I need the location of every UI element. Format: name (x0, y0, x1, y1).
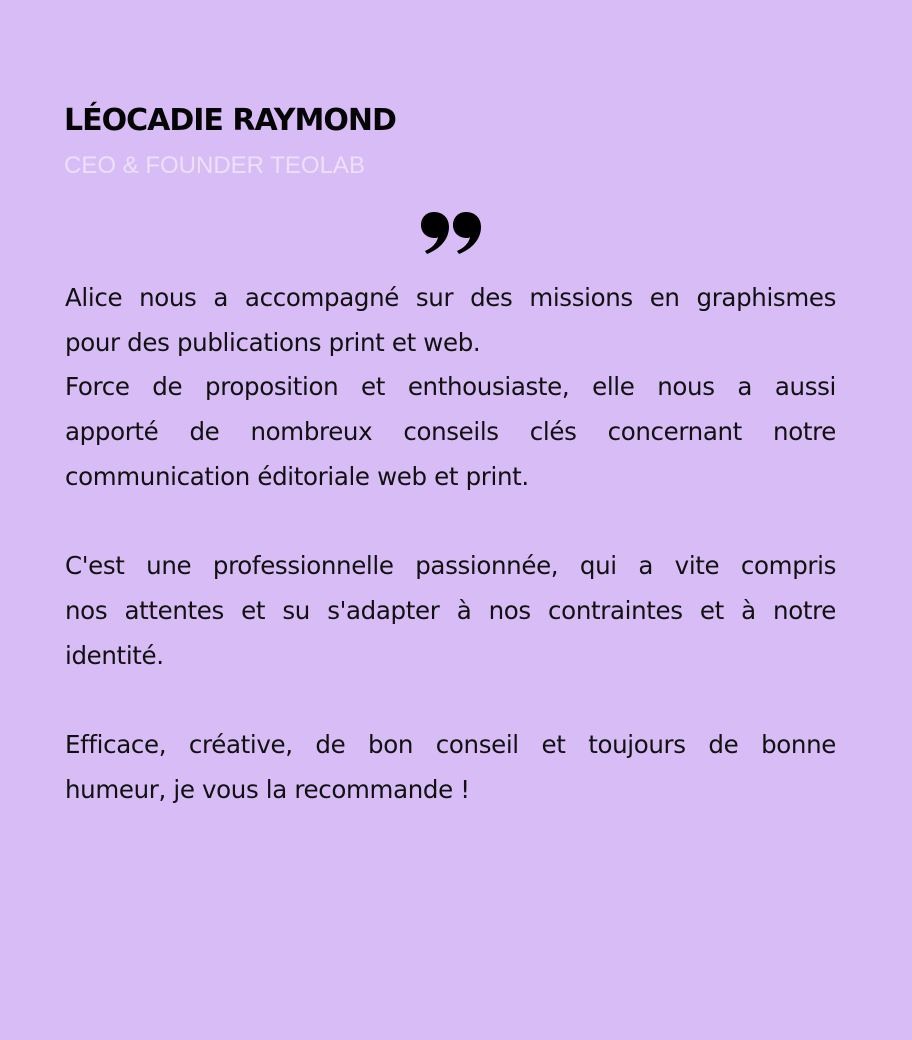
quote-mark-right (453, 212, 481, 254)
author-role: CEO & FOUNDER TEOLAB (64, 152, 365, 179)
quote-line: pour des publications print et web. (65, 327, 481, 357)
quote-mark-left (421, 212, 449, 254)
closing-quote-icon (418, 210, 484, 254)
paragraph-spacer (65, 678, 836, 723)
quote-line: Alice nous a accompagné sur des missions en graphismes (65, 283, 836, 312)
paragraph-spacer (65, 500, 836, 545)
quote-line: apporté de nombreux conseils clés concernant notre (65, 417, 836, 447)
author-name: LÉOCADIE RAYMOND (64, 103, 396, 138)
quote-line: Force de proposition et enthousiaste, elle nous a aussi (65, 372, 836, 402)
quote-line: C'est une professionnelle passionnée, qui a vite compris (65, 551, 836, 581)
quote-line: Efficace, créative, de bon conseil et toujours de bonne (65, 730, 836, 759)
quote-line: humeur, je vous la recommande ! (65, 774, 470, 804)
quote-line: nos attentes et su s'adapter à nos contraintes et à notre (65, 595, 836, 625)
testimonial-quote (65, 276, 836, 812)
quote-line: communication éditoriale web et print. (65, 461, 529, 491)
quote-line: identité. (65, 640, 164, 670)
